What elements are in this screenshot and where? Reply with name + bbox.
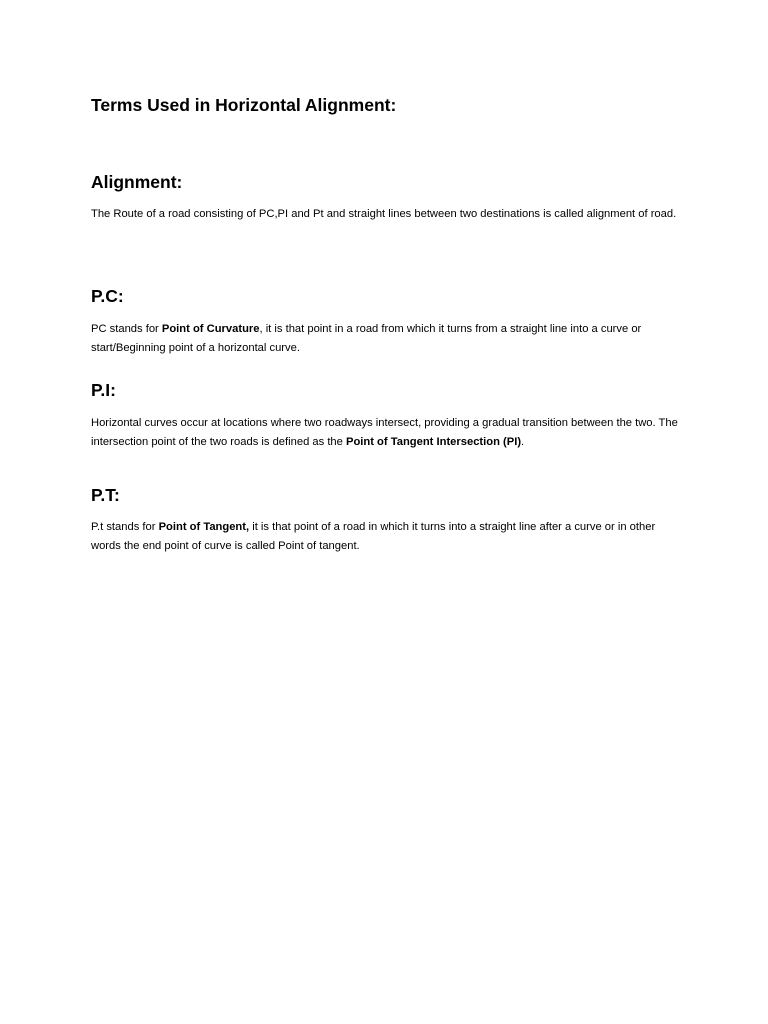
- section-text-pi: [91, 414, 686, 452]
- pc-text-start: PC stands for: [91, 323, 162, 335]
- pt-term: Point of Tangent,: [158, 521, 250, 533]
- pi-text-end: .: [521, 436, 525, 448]
- document-title: Terms Used in Horizontal Alignment:: [91, 95, 397, 115]
- section-heading-pt: P.T:: [91, 485, 120, 505]
- alignment-text: The Route of a road consisting of PC,PI and Pt and straight lines between two destinations is called alignment of road.: [91, 208, 677, 220]
- pt-text-start: P.t stands for: [91, 521, 159, 533]
- pc-term: Point of Curvature: [161, 323, 260, 335]
- pi-text-start: Horizontal curves occur at locations where two roadways intersect, providing a gradual transition between the two. The intersection point of the two roads is defined as the: [91, 417, 678, 448]
- pc-text-end: , it is that point in a road from which it turns from a straight line into a curve or start/Beginning point of a horizontal curve.: [91, 323, 642, 354]
- section-heading-pi: P.I:: [91, 380, 116, 400]
- section-heading-alignment: Alignment:: [91, 172, 183, 192]
- section-text-pc: [91, 320, 686, 358]
- section-text-pt: [91, 518, 686, 556]
- section-heading-pc: P.C:: [91, 286, 124, 306]
- pt-text-end: it is that point of a road in which it turns into a straight line after a curve or in other words the end point of curve is called Point of tangent.: [91, 521, 656, 552]
- pi-term: Point of Tangent Intersection (PI): [345, 436, 522, 448]
- section-text-alignment: [91, 205, 686, 224]
